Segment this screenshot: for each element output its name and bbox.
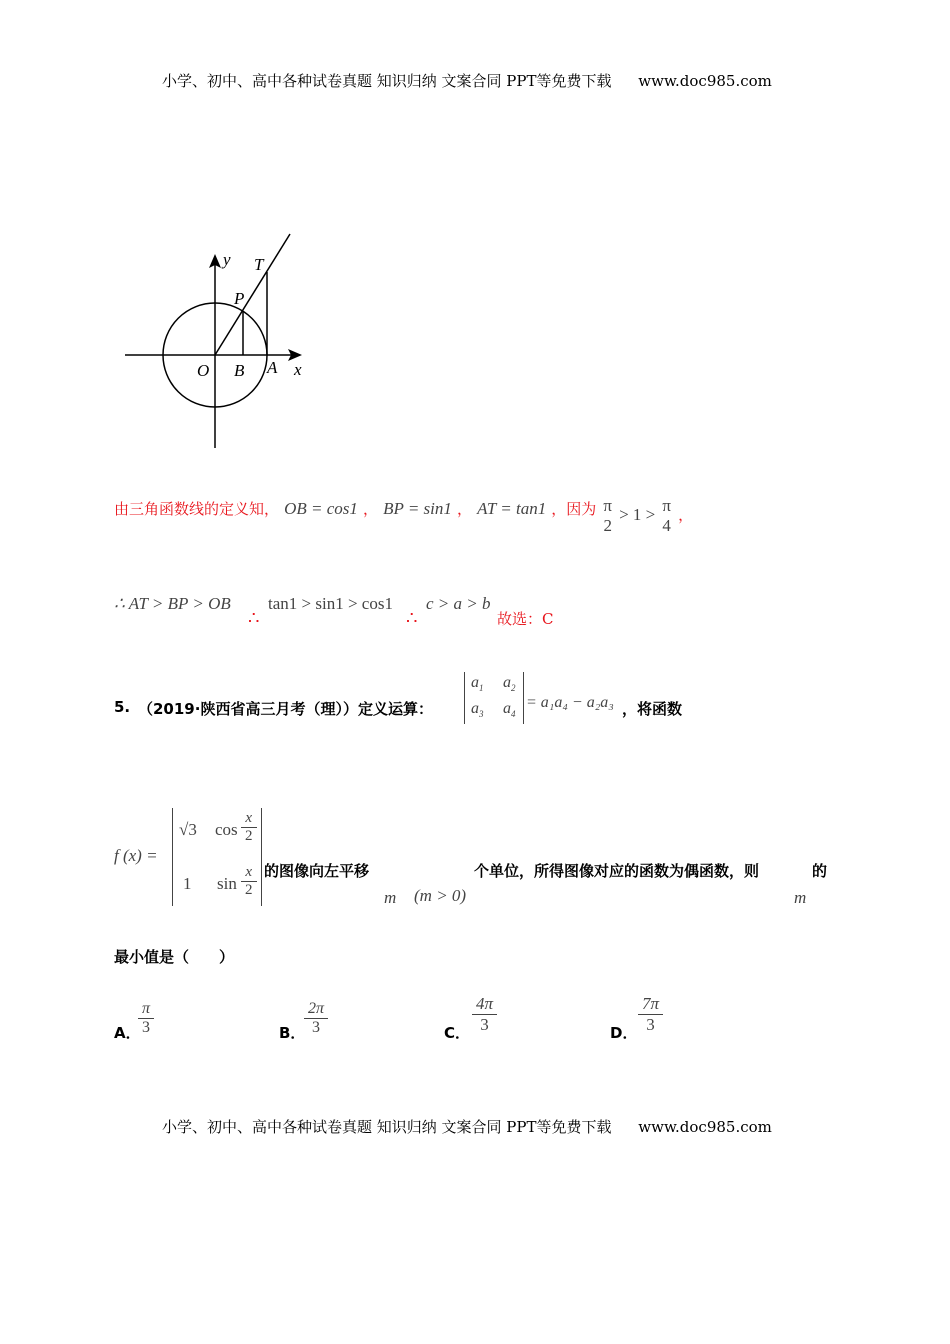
at-bp-ob-ineq: ∴ AT > BP > OB [114, 594, 231, 613]
frac-num: π [662, 496, 671, 515]
solution-intro: 由三角函数线的定义知， [114, 500, 280, 519]
m11-sqrt3: √3 [179, 820, 197, 839]
label-t: T [254, 255, 264, 274]
det-rhs: = a₁a₄ − a₂a₃ [526, 694, 614, 711]
frac-pi-4 [660, 496, 673, 535]
sep-1: ， [363, 500, 379, 519]
question-source: （2019·陕西省高三月考（理））定义运算： [138, 700, 433, 718]
option-c-value[interactable]: 4π 3 [474, 994, 495, 1034]
therefore-2: ∴ [406, 608, 418, 629]
tan-sin-cos-ineq: tan1 > sin1 > cos1 [268, 594, 393, 613]
page-header [162, 70, 772, 91]
m12-frac: x 2 [243, 810, 255, 846]
option-b-value[interactable]: 2π 3 [306, 1000, 326, 1038]
c-a-b-ineq: c > a > b [426, 594, 491, 613]
fx-determinant [172, 808, 262, 906]
answer-text: 故选：C [497, 610, 554, 628]
det-2x2 [464, 672, 524, 724]
bp-eq: BP = sin1 [383, 499, 452, 519]
label-o: O [197, 361, 210, 380]
frac-den: 4 [662, 515, 671, 535]
option-d-value[interactable]: 7π 3 [640, 994, 661, 1034]
option-a-label[interactable]: A． [114, 1024, 141, 1042]
page-footer [162, 1116, 772, 1137]
det-a4: $a_4$ [503, 700, 516, 720]
option-d-label[interactable]: D． [610, 1024, 638, 1042]
question-number: 5. [114, 698, 131, 716]
at-eq: AT = tan1 [477, 499, 547, 519]
m12-cos: cos [215, 820, 238, 839]
condition-text: 个单位，所得图像对应的函数为偶函数，则 [474, 862, 760, 880]
label-y: y [223, 250, 231, 269]
option-a-value[interactable]: π 3 [140, 1000, 152, 1038]
label-p: P [234, 289, 245, 308]
min-value-text: 最小值是（ ） [114, 948, 235, 966]
label-a: A [267, 358, 278, 377]
m-condition: (m > 0) [414, 886, 467, 905]
sep-2: ， [456, 500, 472, 519]
option-c-label[interactable]: C． [444, 1024, 471, 1042]
label-x: x [294, 360, 302, 379]
header-text: 小学、初中、高中各种试卷真题 知识归纳 文案合同 PPT等免费下载 [162, 72, 612, 90]
gt-one: > 1 > [619, 505, 656, 525]
frac-pi-2 [601, 496, 614, 535]
frac-num: π [603, 496, 612, 515]
after-det-text: ，将函数 [622, 700, 683, 718]
therefore-1: ∴ [248, 608, 260, 629]
header-url: www.doc985.com [638, 72, 772, 90]
m-var-2: m [794, 888, 807, 907]
m21-one: 1 [183, 874, 192, 893]
sep-end: ， [678, 506, 694, 525]
m22-sin: sin [217, 874, 237, 893]
det-a2: $a_2$ [503, 674, 516, 694]
label-b: B [234, 361, 245, 380]
shift-text: 的图像向左平移 [264, 862, 370, 880]
m22-frac: x 2 [243, 864, 255, 900]
solution-line-1 [114, 496, 693, 535]
option-b-label[interactable]: B． [279, 1024, 306, 1042]
det-definition [464, 672, 524, 729]
m-var-1: m [384, 888, 397, 907]
footer-url: www.doc985.com [638, 1118, 772, 1136]
det-a3: $a_3$ [471, 700, 484, 720]
because-text: ，因为 [551, 500, 597, 519]
footer-text: 小学、初中、高中各种试卷真题 知识归纳 文案合同 PPT等免费下载 [162, 1118, 612, 1136]
of-text: 的 [812, 862, 828, 880]
ob-eq: OB = cos1 [284, 499, 358, 519]
det-a1: $a_1$ [471, 674, 484, 694]
unit-circle-diagram [120, 230, 320, 452]
frac-den: 2 [603, 515, 612, 535]
fx-label: f (x) = [114, 846, 158, 865]
